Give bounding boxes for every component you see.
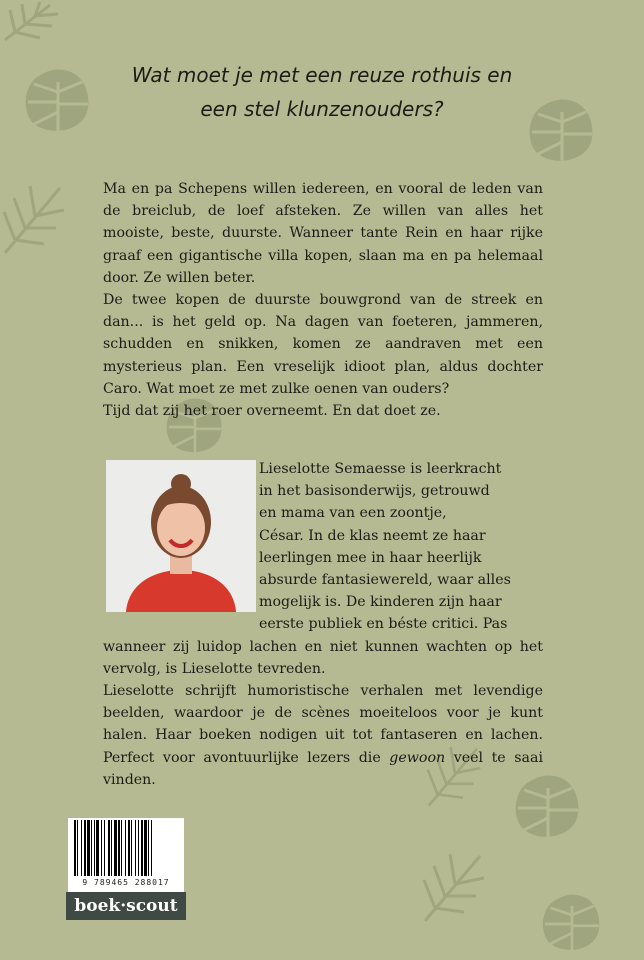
palm-leaf-icon [0, 0, 60, 50]
barcode-bars [72, 820, 180, 876]
bio-text: Lieselotte schrijft humoristische verhalen met levendige beelden, waardoor je de scènes moeiteloos voor je kunt halen. Haar boeken nodigen uit tot fantaseren en lachen. Perfect voor avontuurlijke lezers die [103, 683, 543, 766]
isbn-number: 9 789465 288017 [82, 878, 170, 887]
bio-emphasis: gewoon [389, 749, 446, 766]
palm-leaf-icon [410, 846, 500, 926]
bio-text: veel te saai vinden. [103, 749, 543, 788]
blurb-paragraph-3: Tijd dat zij het roer overneemt. En dat doet ze. [103, 403, 441, 420]
bio-line: leerlingen mee in haar heerlijk [259, 549, 482, 566]
blurb-paragraph-1: Ma en pa Schepens willen iedereen, en vooral de leden van de breiclub, de loef afsteken. Ze willen van alles het mooiste, beste, duurste. Wanneer tante Rein en haar rijke graaf een gigantische villa kopen, slaan ma en pa helemaal door. Ze willen beter. [103, 181, 543, 286]
bio-line: in het basisonderwijs, getrouwd [259, 483, 490, 500]
blurb-text [103, 178, 543, 422]
palm-leaf-icon [0, 178, 70, 258]
bio-line: eerste publiek en béste critici. Pas [259, 616, 508, 633]
author-bio [103, 458, 543, 791]
bio-paragraph-2: wanneer zij luidop lachen en niet kunnen wachten op het vervolg, is Lieselotte tevreden. [103, 638, 543, 677]
bio-line: absurde fantasiewereld, waar alles [259, 572, 511, 589]
bio-line: mogelijk is. De kinderen zijn haar [259, 594, 502, 611]
publisher-logo: boek·scout [66, 892, 186, 920]
monstera-leaf-icon [532, 888, 612, 960]
headline-line-2: een stel klunzenouders? [200, 97, 444, 121]
bio-paragraph-3 [103, 680, 543, 791]
bio-line: en mama van een zoontje, [259, 505, 447, 522]
blurb-paragraph-2: De twee kopen de duurste bouwgrond van de streek en dan... is het geld op. Na dagen van foeteren, jammeren, schudden en snikken, komen ze aandraven met een mysterieus plan. Een vreselijk idioot plan, aldus dochter Caro. Wat moet ze met zulke oenen van ouders? [103, 292, 543, 397]
bio-line: César. In de klas neemt ze haar [259, 527, 486, 544]
headline-line-1: Wat moet je met een reuze rothuis en [131, 63, 513, 87]
bio-line: Lieselotte Semaesse is leerkracht [259, 461, 502, 477]
headline [0, 58, 644, 126]
